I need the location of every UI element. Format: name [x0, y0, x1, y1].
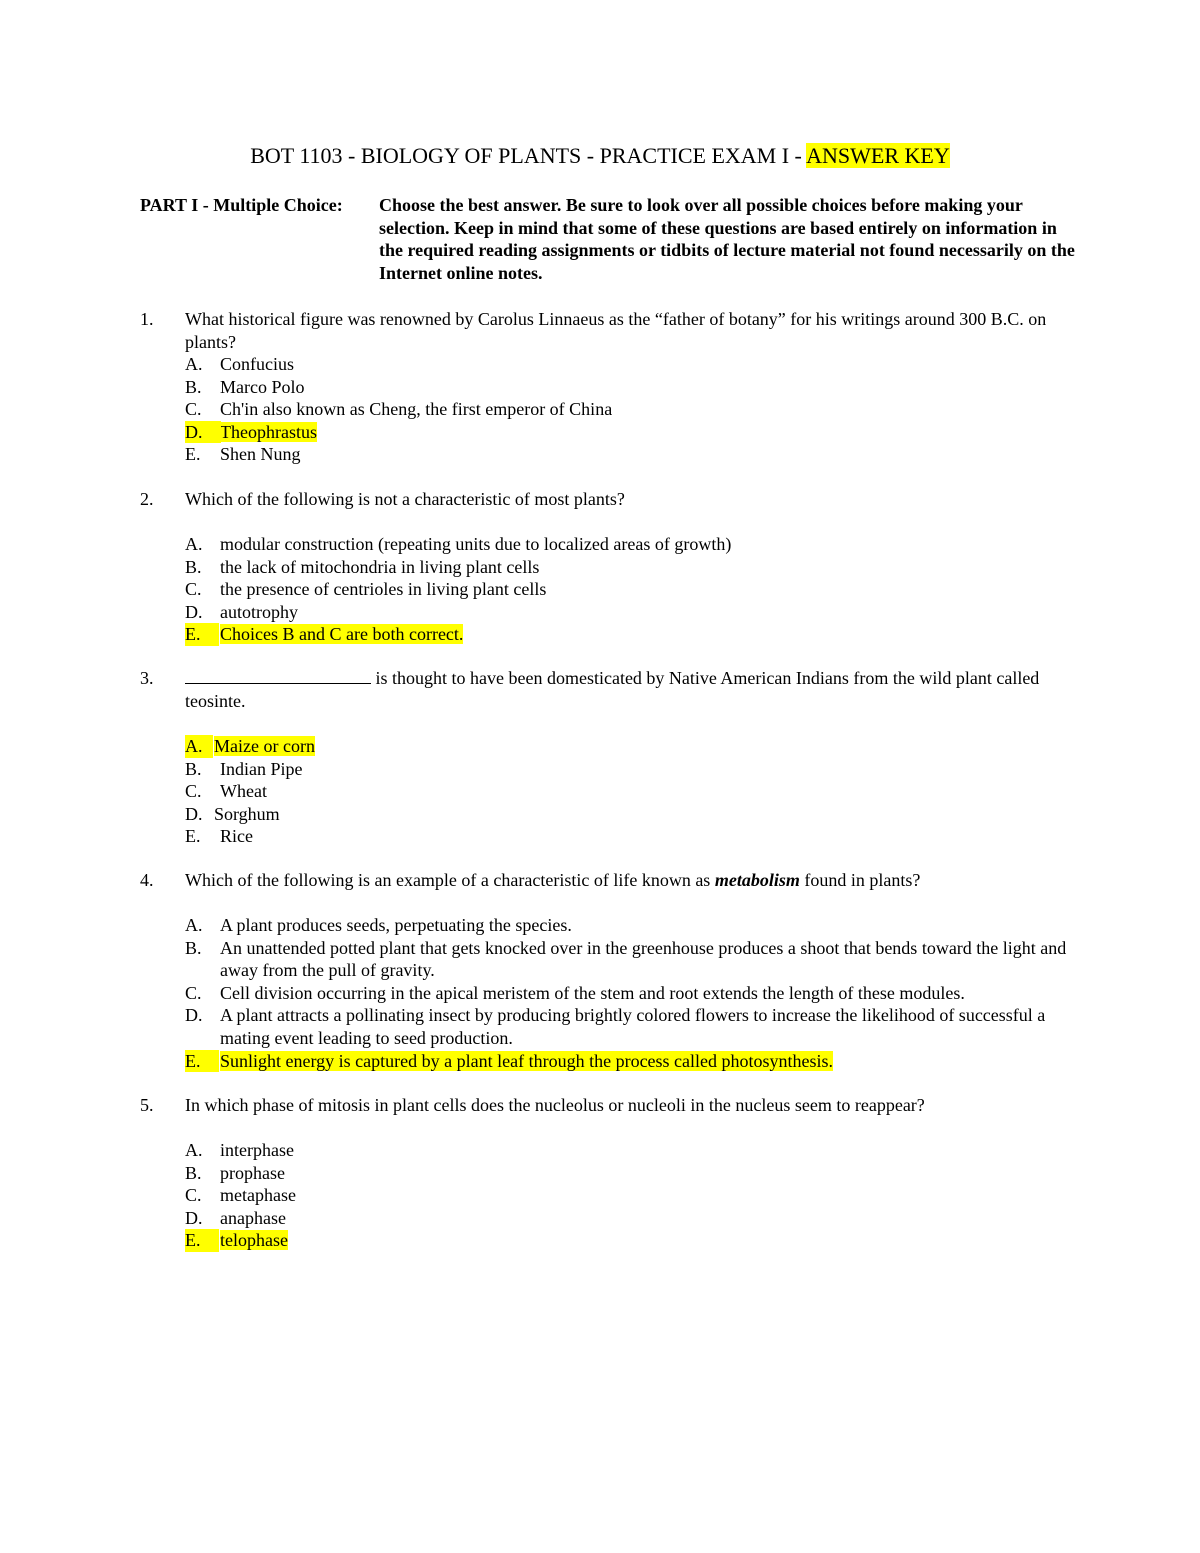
- option-letter: C.: [185, 579, 202, 600]
- option-text: A plant produces seeds, perpetuating the species.: [220, 915, 572, 935]
- option-text: Indian Pipe: [220, 758, 303, 779]
- option-text: interphase: [220, 1140, 294, 1160]
- option-letter: D.: [185, 1207, 203, 1228]
- option-text: Sunlight energy is captured by a plant leaf through the process called photosynthesis.: [220, 1050, 834, 1071]
- option-letter: E.: [185, 1050, 219, 1073]
- option-d: [185, 601, 1080, 624]
- title-main: BOT 1103 - BIOLOGY OF PLANTS - PRACTICE EXAM I -: [250, 143, 807, 168]
- option-b: [185, 937, 1080, 982]
- question-stem: [185, 869, 1075, 892]
- option-b: [185, 556, 1080, 579]
- option-letter: B.: [185, 937, 202, 958]
- option-text: A plant attracts a pollinating insect by producing brightly colored flowers to increase the likelihood of successful a mating event leading to seed production.: [220, 1005, 1046, 1048]
- option-letter: C.: [185, 1185, 202, 1206]
- option-text: Cell division occurring in the apical meristem of the stem and root extends the length of these modules.: [220, 982, 965, 1003]
- question-stem-text: is thought to have been domesticated by Native American Indians from the wild plant called teosinte.: [185, 668, 1040, 711]
- option-text: the lack of mitochondria in living plant cells: [220, 556, 540, 577]
- option-e-correct: [185, 1050, 1080, 1073]
- option-e: [185, 825, 1080, 848]
- option-letter: B.: [185, 758, 202, 779]
- question-stem: Which of the following is not a characteristic of most plants?: [185, 489, 625, 509]
- option-letter: C.: [185, 982, 202, 1003]
- option-text: Ch'in also known as Cheng, the first emperor of China: [220, 399, 613, 420]
- option-b: [185, 758, 1080, 781]
- question-stem: [185, 667, 1075, 712]
- option-a: [185, 1139, 1080, 1162]
- option-text: An unattended potted plant that gets knocked over in the greenhouse produces a shoot that bends toward the light and away from the pull of gravity.: [220, 937, 1067, 981]
- option-a: [185, 353, 1080, 376]
- question-number: 5.: [140, 1095, 154, 1115]
- option-a-correct: [185, 735, 1080, 758]
- option-text: prophase: [220, 1162, 285, 1183]
- option-letter: D.: [185, 1005, 203, 1026]
- option-d: [185, 1207, 1080, 1230]
- instructions-text: Choose the best answer. Be sure to look over all possible choices before making your selection. Keep in mind that some of these questions are based entirely on information in the required reading assignments or tidbits of lecture material not found necessarily on the Internet online notes.: [379, 195, 1075, 283]
- option-b: [185, 376, 1080, 399]
- answer-key-label: ANSWER KEY: [806, 143, 950, 168]
- option-text: Shen Nung: [220, 444, 301, 465]
- option-b: [185, 1162, 1080, 1185]
- option-letter: C.: [185, 781, 202, 802]
- question-number: 4.: [140, 870, 154, 890]
- option-text: the presence of centrioles in living plant cells: [220, 579, 547, 600]
- option-text: Maize or corn: [214, 736, 315, 756]
- option-letter: A.: [185, 534, 203, 554]
- option-text: telophase: [220, 1230, 288, 1251]
- question-number: 2.: [140, 489, 154, 509]
- option-text: Rice: [220, 826, 253, 847]
- option-letter: E.: [185, 623, 219, 646]
- question-stem: What historical figure was renowned by Carolus Linnaeus as the “father of botany” for his writings around 300 B.C. on plants?: [185, 309, 1047, 352]
- option-e: [185, 443, 1080, 466]
- option-text: metaphase: [220, 1185, 296, 1206]
- option-list: [185, 735, 1080, 848]
- option-text: Wheat: [220, 781, 267, 802]
- option-letter: B.: [185, 1162, 202, 1183]
- option-list: [185, 1139, 1080, 1252]
- option-e-correct: [185, 1229, 1080, 1252]
- option-letter: C.: [185, 399, 202, 420]
- option-letter: E.: [185, 826, 201, 847]
- option-text: autotrophy: [220, 601, 298, 622]
- question-number: 3.: [140, 668, 154, 688]
- option-c: [185, 780, 1080, 803]
- option-letter: D.: [185, 803, 203, 824]
- question-stem-after: found in plants?: [799, 870, 921, 890]
- option-letter: A.: [185, 354, 203, 374]
- option-letter: E.: [185, 1229, 219, 1252]
- option-letter: D.: [185, 421, 221, 444]
- option-c: [185, 982, 1080, 1005]
- option-text: Confucius: [220, 354, 294, 374]
- option-letter: D.: [185, 601, 203, 622]
- page-title: [0, 141, 1200, 171]
- question-stem-before: Which of the following is an example of a characteristic of life known as: [185, 870, 715, 890]
- option-text: anaphase: [220, 1207, 286, 1228]
- option-text: Choices B and C are both correct.: [220, 624, 464, 645]
- option-d-correct: [185, 421, 1080, 444]
- option-list: [185, 353, 1080, 466]
- option-letter: A.: [185, 735, 213, 758]
- option-c: [185, 398, 1080, 421]
- question-number: 1.: [140, 309, 154, 329]
- key-term: metabolism: [714, 870, 800, 890]
- option-letter: B.: [185, 556, 202, 577]
- option-letter: A.: [185, 915, 203, 935]
- option-c: [185, 1184, 1080, 1207]
- option-letter: B.: [185, 376, 202, 397]
- option-text: modular construction (repeating units due to localized areas of growth): [220, 534, 732, 554]
- option-letter: A.: [185, 1140, 203, 1160]
- option-e-correct: [185, 623, 1080, 646]
- option-text: Sorghum: [214, 803, 280, 824]
- option-list: [185, 914, 1080, 1072]
- question-stem: In which phase of mitosis in plant cells does the nucleolus or nucleoli in the nucleus seem to reappear?: [185, 1095, 925, 1115]
- option-letter: E.: [185, 444, 201, 465]
- fill-in-blank: [185, 668, 371, 684]
- option-a: [185, 533, 1080, 556]
- part-label: PART I - Multiple Choice:: [140, 195, 343, 215]
- option-list: [185, 533, 1080, 646]
- option-c: [185, 578, 1080, 601]
- option-d: [185, 1004, 1080, 1049]
- option-text: Theophrastus: [220, 421, 317, 442]
- option-a: [185, 914, 1080, 937]
- option-d: [185, 803, 1080, 826]
- option-text: Marco Polo: [220, 376, 305, 397]
